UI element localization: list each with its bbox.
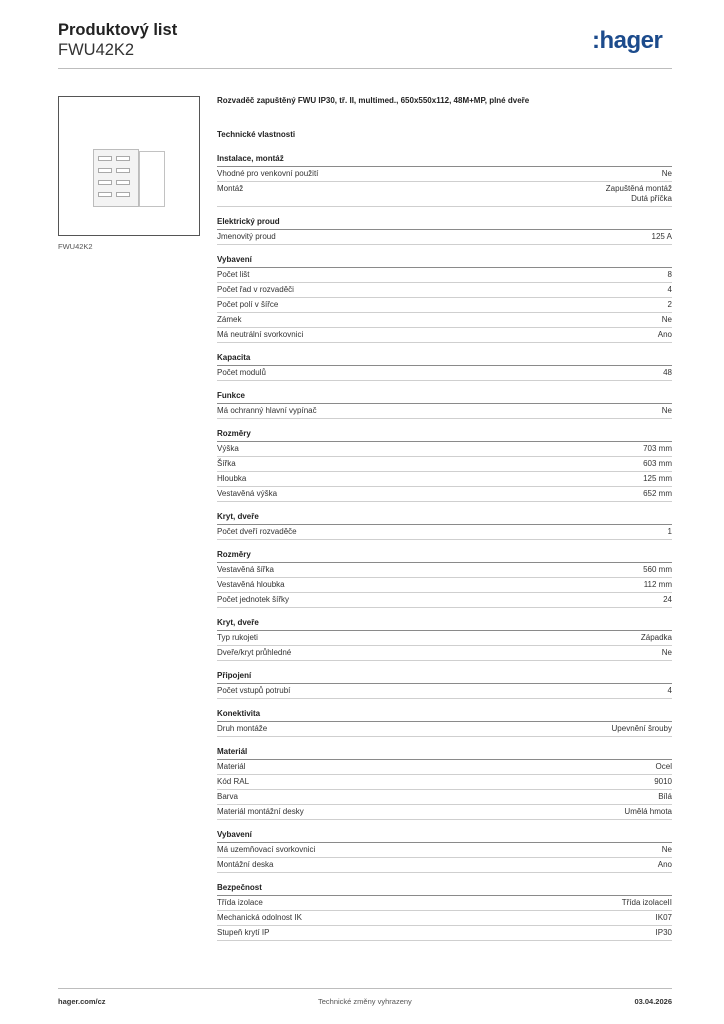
spec-value: Ne (661, 845, 672, 854)
spec-label: Vestavěná výška (217, 489, 278, 498)
spec-row (217, 593, 672, 608)
spec-row (217, 182, 672, 207)
din-rail (116, 168, 130, 173)
section-title: Kapacita (217, 353, 672, 366)
spec-value: 4 (667, 285, 672, 294)
spec-section (217, 830, 672, 873)
spec-section (217, 353, 672, 381)
spec-value: 9010 (654, 777, 672, 786)
din-rail (116, 156, 130, 161)
spec-section (217, 429, 672, 502)
spec-label: Montáž (217, 184, 244, 193)
spec-label: Zámek (217, 315, 242, 324)
din-rail (116, 192, 130, 197)
spec-row (217, 457, 672, 472)
spec-label: Šířka (217, 459, 236, 468)
spec-row (217, 790, 672, 805)
section-title: Rozměry (217, 550, 672, 563)
section-title: Materiál (217, 747, 672, 760)
spec-row (217, 684, 672, 699)
spec-value: IP30 (655, 928, 672, 937)
spec-section (217, 550, 672, 608)
din-rail (98, 192, 112, 197)
spec-section (217, 883, 672, 941)
spec-label: Vestavěná hloubka (217, 580, 285, 589)
section-title: Vybavení (217, 255, 672, 268)
spec-label: Materiál montážní desky (217, 807, 304, 816)
specification-content (217, 96, 672, 941)
spec-value: Ne (661, 406, 672, 415)
spec-row (217, 896, 672, 911)
spec-label: Výška (217, 444, 239, 453)
spec-label: Barva (217, 792, 238, 801)
spec-label: Má neutrální svorkovnici (217, 330, 304, 339)
section-title: Konektivita (217, 709, 672, 722)
spec-row (217, 487, 672, 502)
spec-label: Montážní deska (217, 860, 274, 869)
spec-label: Stupeň krytí IP (217, 928, 270, 937)
spec-value: Bílá (658, 792, 672, 801)
spec-row (217, 404, 672, 419)
cabinet-body (93, 149, 139, 207)
spec-section (217, 255, 672, 343)
din-rail (116, 180, 130, 185)
spec-row (217, 722, 672, 737)
spec-row (217, 283, 672, 298)
spec-row (217, 775, 672, 790)
technical-properties-title: Technické vlastnosti (217, 130, 296, 139)
spec-row (217, 525, 672, 540)
spec-row (217, 167, 672, 182)
spec-value: Západka (640, 633, 672, 642)
spec-value: 112 mm (643, 580, 672, 589)
document-title: Produktový list (58, 21, 178, 39)
spec-value: Ano (657, 860, 672, 869)
din-rail (98, 156, 112, 161)
spec-value: Zapuštěná montáž Dutá příčka (605, 184, 672, 203)
spec-value: 652 mm (643, 489, 672, 498)
spec-section (217, 391, 672, 419)
spec-value: Ne (661, 315, 672, 324)
spec-value: 48 (663, 368, 672, 377)
spec-section (217, 709, 672, 737)
spec-section (217, 747, 672, 820)
spec-label: Počet vstupů potrubí (217, 686, 291, 695)
spec-label: Třída izolace (217, 898, 263, 907)
spec-label: Počet řad v rozvaděči (217, 285, 294, 294)
spec-row (217, 442, 672, 457)
section-title: Elektrický proud (217, 217, 672, 230)
spec-value: 703 mm (643, 444, 672, 453)
section-title: Připojení (217, 671, 672, 684)
spec-row (217, 926, 672, 941)
spec-value: Ano (657, 330, 672, 339)
spec-value: 2 (667, 300, 672, 309)
spec-label: Má ochranný hlavní vypínač (217, 406, 317, 415)
footer-website: hager.com/cz (58, 997, 106, 1006)
spec-label: Počet polí v šířce (217, 300, 279, 309)
section-title: Funkce (217, 391, 672, 404)
spec-label: Dveře/kryt průhledné (217, 648, 292, 657)
spec-label: Typ rukojeti (217, 633, 258, 642)
spec-label: Počet modulů (217, 368, 266, 377)
spec-row (217, 760, 672, 775)
spec-value: 24 (663, 595, 672, 604)
spec-label: Vhodné pro venkovní použití (217, 169, 319, 178)
product-image-frame (58, 96, 200, 236)
document-header (58, 20, 177, 60)
section-title: Vybavení (217, 830, 672, 843)
din-rail (98, 180, 112, 185)
spec-label: Počet dveří rozvaděče (217, 527, 297, 536)
header-divider (58, 68, 672, 69)
spec-value: IK07 (655, 913, 672, 922)
spec-value: 560 mm (643, 565, 672, 574)
product-code: FWU42K2 (58, 41, 135, 59)
spec-value: 125 A (651, 232, 672, 241)
spec-value: Třída izolaceII (621, 898, 672, 907)
product-description: Rozvaděč zapuštěný FWU IP30, tř. II, multimed., 650x550x112, 48M+MP, plné dveře (217, 96, 530, 105)
spec-value: Ne (661, 648, 672, 657)
spec-label: Počet lišt (217, 270, 250, 279)
spec-value: Ne (661, 169, 672, 178)
spec-row (217, 328, 672, 343)
spec-section (217, 512, 672, 540)
section-title: Rozměry (217, 429, 672, 442)
spec-row (217, 911, 672, 926)
spec-label: Mechanická odolnost IK (217, 913, 302, 922)
spec-value: 603 mm (643, 459, 672, 468)
spec-section (217, 618, 672, 661)
spec-row (217, 563, 672, 578)
section-title: Kryt, dveře (217, 618, 672, 631)
spec-value: Ocel (655, 762, 672, 771)
spec-label: Má uzemňovací svorkovnici (217, 845, 316, 854)
image-caption: FWU42K2 (58, 242, 93, 251)
section-title: Kryt, dveře (217, 512, 672, 525)
hager-logo: :hager (592, 27, 663, 54)
section-title: Instalace, montáž (217, 154, 672, 167)
spec-row (217, 230, 672, 245)
spec-label: Kód RAL (217, 777, 250, 786)
spec-value: 1 (667, 527, 672, 536)
spec-section (217, 671, 672, 699)
spec-row (217, 298, 672, 313)
din-rail (98, 168, 112, 173)
spec-label: Materiál (217, 762, 246, 771)
spec-row (217, 472, 672, 487)
footer-divider (58, 988, 672, 989)
spec-value: Umělá hmota (624, 807, 672, 816)
spec-row (217, 805, 672, 820)
spec-value: 8 (667, 270, 672, 279)
spec-row (217, 268, 672, 283)
spec-value: 4 (667, 686, 672, 695)
spec-value: 125 mm (643, 474, 672, 483)
distribution-board-image (93, 149, 167, 207)
spec-label: Hloubka (217, 474, 247, 483)
spec-row (217, 631, 672, 646)
spec-label: Druh montáže (217, 724, 268, 733)
spec-section (217, 217, 672, 245)
spec-row (217, 313, 672, 328)
footer-notice: Technické změny vyhrazeny (318, 997, 412, 1006)
spec-label: Jmenovitý proud (217, 232, 276, 241)
spec-sections (217, 154, 672, 941)
spec-value: Upevnění šrouby (611, 724, 672, 733)
spec-label: Počet jednotek šířky (217, 595, 290, 604)
spec-row (217, 858, 672, 873)
spec-row (217, 843, 672, 858)
spec-row (217, 646, 672, 661)
footer-date: 03.04.2026 (634, 997, 672, 1006)
section-title: Bezpečnost (217, 883, 672, 896)
spec-section (217, 154, 672, 207)
cabinet-door (139, 151, 165, 207)
spec-row (217, 578, 672, 593)
spec-row (217, 366, 672, 381)
spec-label: Vestavěná šířka (217, 565, 274, 574)
